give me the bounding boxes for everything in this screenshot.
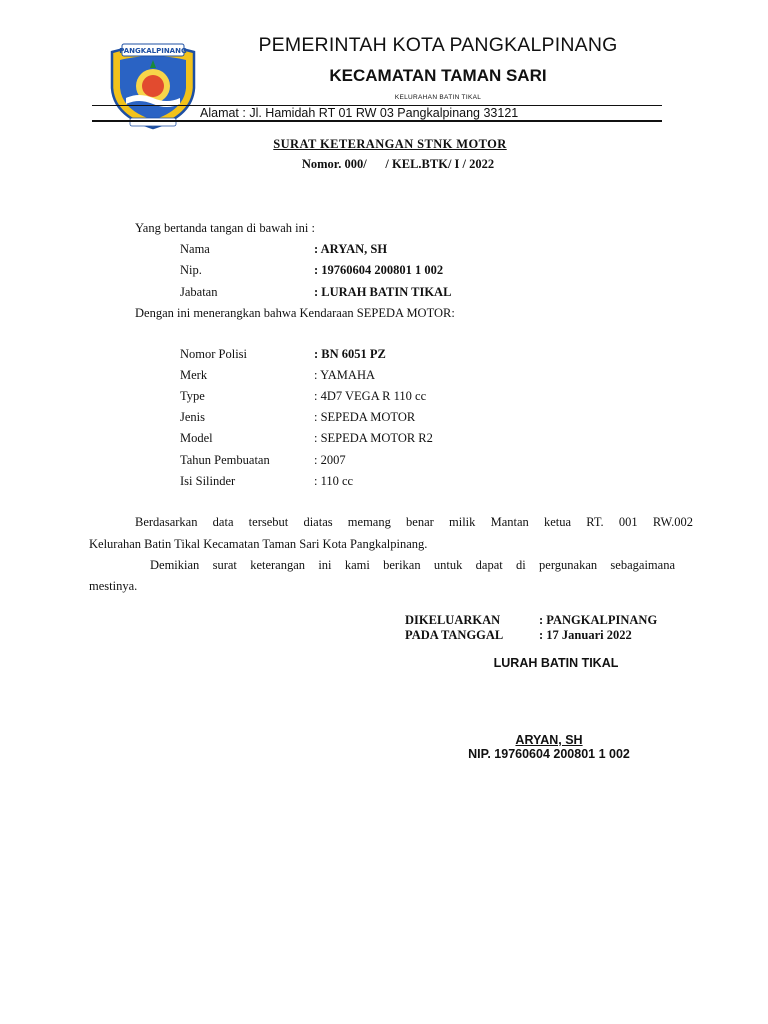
field-label-tahun: Tahun Pembuatan [180, 453, 270, 467]
field-value-type: : 4D7 VEGA R 110 cc [314, 389, 427, 403]
field-value-nama: : ARYAN, SH [314, 242, 388, 256]
field-label-merk: Merk [180, 368, 208, 382]
field-label-isi-silinder: Isi Silinder [180, 474, 236, 488]
statement-text: Dengan ini menerangkan bahwa Kendaraan SEPEDA MOTOR: [135, 306, 455, 320]
paragraph-2-line-2: mestinya. [89, 579, 138, 593]
field-label-nomor-polisi: Nomor Polisi [180, 347, 248, 361]
district-name: KECAMATAN TAMAN SARI [329, 66, 547, 85]
signatory-position: LURAH BATIN TIKAL [493, 656, 619, 670]
field-value-merk: : YAMAHA [314, 368, 375, 382]
field-label-nama: Nama [180, 242, 210, 256]
letterhead-divider-thick [92, 120, 662, 122]
field-label-model: Model [180, 431, 213, 445]
signatory-nip: NIP. 19760604 200801 1 002 [468, 747, 630, 761]
issued-place-label: DIKELUARKAN [405, 613, 501, 627]
field-label-jenis: Jenis [180, 410, 205, 424]
logo-text: PANGKALPINANG [119, 47, 187, 55]
paragraph-2-line-1: Demikian surat keterangan ini kami berikan untuk dapat di pergunakan sebagaimana [150, 558, 675, 572]
issued-date-label: PADA TANGGAL [405, 628, 504, 642]
paragraph-1-line-2: Kelurahan Batin Tikal Kecamatan Taman Sari Kota Pangkalpinang. [89, 537, 428, 551]
issued-date-value: : 17 Januari 2022 [539, 628, 632, 642]
paragraph-1-line-1: Berdasarkan data tersebut diatas memang benar milik Mantan ketua RT. 001 RW.002 [135, 515, 693, 529]
signatory-name: ARYAN, SH [515, 733, 583, 747]
field-label-nip: Nip. [180, 263, 202, 277]
field-value-jenis: : SEPEDA MOTOR [314, 410, 416, 424]
intro-text: Yang bertanda tangan di bawah ini : [135, 221, 315, 235]
document-title: SURAT KETERANGAN STNK MOTOR [273, 137, 507, 151]
field-value-model: : SEPEDA MOTOR R2 [314, 431, 433, 445]
field-value-jabatan: : LURAH BATIN TIKAL [314, 285, 452, 299]
field-value-tahun: : 2007 [314, 453, 346, 467]
field-value-nip: : 19760604 200801 1 002 [314, 263, 444, 277]
office-address: Alamat : Jl. Hamidah RT 01 RW 03 Pangkalpinang 33121 [200, 106, 519, 120]
city-emblem-logo [104, 38, 202, 132]
field-value-isi-silinder: : 110 cc [314, 474, 354, 488]
issued-place-value: : PANGKALPINANG [539, 613, 658, 627]
document-number: Nomor. 000/ / KEL.BTK/ I / 2022 [301, 157, 495, 171]
field-label-type: Type [180, 389, 205, 403]
field-value-nomor-polisi: : BN 6051 PZ [314, 347, 386, 361]
village-name: KELURAHAN BATIN TIKAL [394, 94, 482, 101]
field-label-jabatan: Jabatan [180, 285, 218, 299]
government-name: PEMERINTAH KOTA PANGKALPINANG [258, 34, 618, 56]
